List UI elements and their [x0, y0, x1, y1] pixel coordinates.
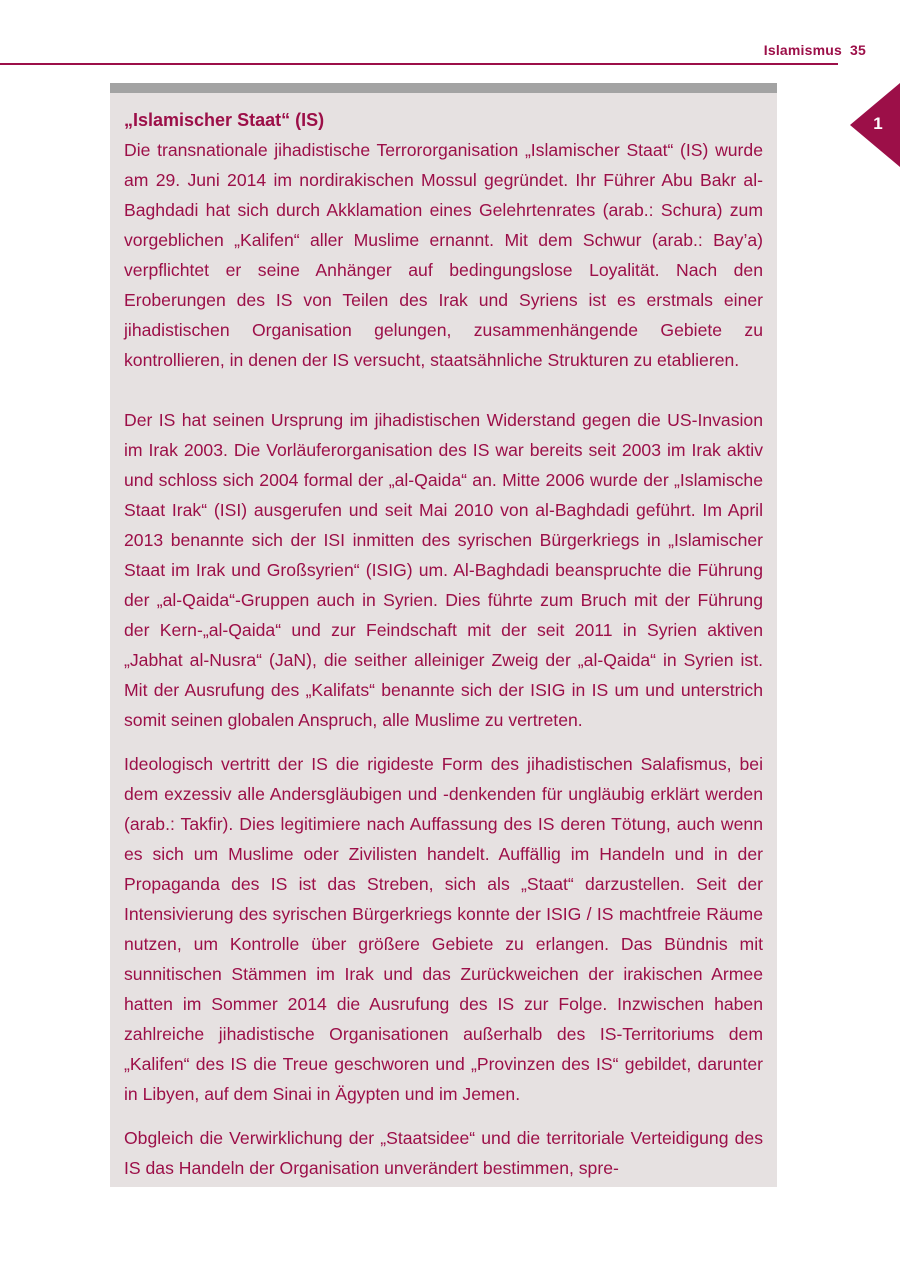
running-header [764, 42, 866, 58]
section-title: Islamismus [763, 42, 843, 58]
header-rule [0, 63, 838, 65]
paragraph-3: Ideologisch vertritt der IS die rigideste Form des jihadistischen Salafismus, bei dem exzessiv alle Andersgläubigen und -denkenden für ungläubig erklärt werden (arab.: Takfir). Dies legitimiere nach Auffassung des IS deren Tötung, auch wenn es sich um Muslime oder Zivilisten handelt. Auffällig im Handeln und in der Propaganda des IS ist das Streben, sich als „Staat“ darzustellen. Seit der Intensivierung des syrischen Bürgerkriegs konnte der ISIG / IS machtfreie Räume nutzen, um Kontrolle über größere Gebiete zu erlangen. Das Bündnis mit sunnitischen Stämmen im Irak und das Zurückweichen der irakischen Armee hatten im Sommer 2014 die Ausrufung des IS zur Folge. Inzwischen haben zahlreiche jihadistische Organisationen außerhalb des IS-Territoriums dem „Kalifen“ des IS die Treue geschworen und „Provinzen des IS“ gebildet, darunter in Libyen, auf dem Sinai in Ägypten und im Jemen. [124, 754, 763, 1104]
paragraph-4: Obgleich die Verwirklichung der „Staatsidee“ und die territoriale Verteidigung des IS das Handeln der Organisation unverändert bestimmen, spre- [124, 1128, 763, 1178]
paragraph-gap [124, 1109, 763, 1123]
info-box [110, 83, 777, 1187]
paragraph-gap [124, 735, 763, 749]
paragraph-2: Der IS hat seinen Ursprung im jihadistischen Widerstand gegen die US-Invasion im Irak 2003. Die Vorläuferorganisation des IS war bereits seit 2003 im Irak aktiv und schloss sich 2004 formal der „al-Qaida“ an. Mitte 2006 wurde der „Islamische Staat Irak“ (ISI) ausgerufen und seit Mai 2010 von al-Baghdadi geführt. Im April 2013 benannte sich der ISI inmitten des syrischen Bürgerkriegs in „Islamischer Staat im Irak und Großsyrien“ (ISIG) um. Al-Baghdadi beanspruchte die Führung der „al-Qaida“-Gruppen auch in Syrien. Dies führte zum Bruch mit der Führung der Kern-„al-Qaida“ und zur Feindschaft mit der seit 2011 in Syrien aktiven „Jabhat al-Nusra“ (JaN), die seither alleiniger Zweig der „al-Qaida“ in Syrien ist. Mit der Ausrufung des „Kalifats“ benannte sich der ISIG in IS um und unterstrich somit seinen globalen Anspruch, alle Muslime zu vertreten. [124, 410, 763, 730]
page-number: 35 [850, 42, 866, 58]
paragraph-1: Die transnationale jihadistische Terrororganisation „Islamischer Staat“ (IS) wurde am 29. Juni 2014 im nordirakischen Mossul gegründet. Ihr Führer Abu Bakr al-Baghdadi hat sich durch Akklamation eines Gelehrtenrates (arab.: Schura) zum vorgeblichen „Kalifen“ aller Muslime ernannt. Mit dem Schwur (arab.: Bay’a) verpflichtet er seine Anhänger auf bedingungslose Loyalität. Nach den Eroberungen des IS von Teilen des Irak und Syriens ist es erstmals einer jihadistischen Organisation gelungen, zusammenhängende Gebiete zu kontrollieren, in denen der IS versucht, staatsähnliche Strukturen zu etablieren. [124, 140, 763, 370]
info-box-content [110, 93, 777, 1183]
paragraph-gap [124, 375, 763, 405]
chapter-number: 1 [873, 114, 883, 133]
info-box-title: „Islamischer Staat“ (IS) [124, 110, 325, 130]
info-box-topbar [110, 83, 777, 93]
